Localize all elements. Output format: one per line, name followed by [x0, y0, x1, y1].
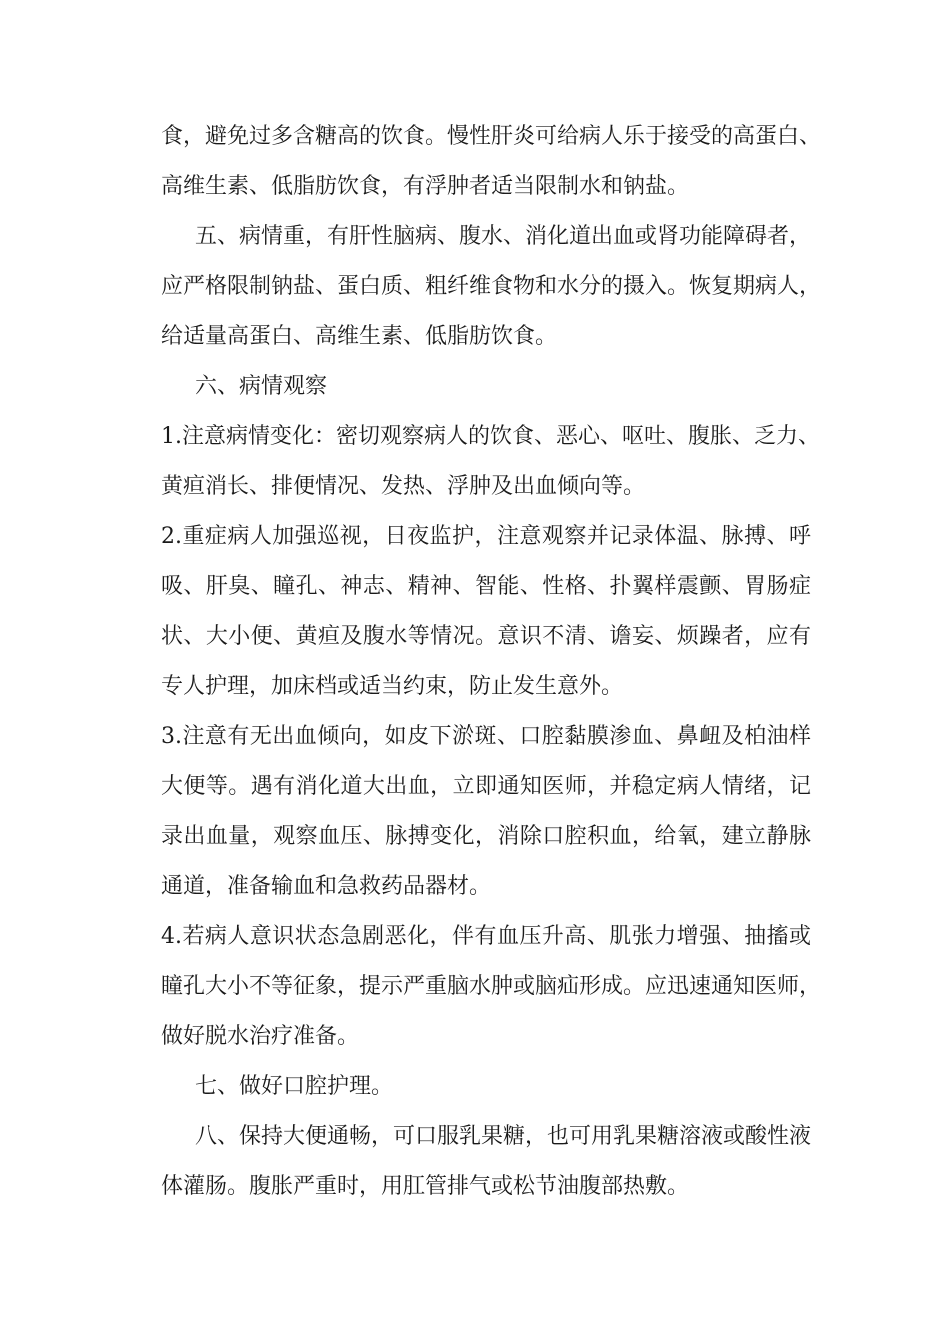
p5-line-2: 吸、肝臭、瞳孔、神志、精神、智能、性格、扑翼样震颤、胃肠症 [161, 574, 811, 599]
p6-line-1: 3.注意有无出血倾向，如皮下淤斑、口腔黏膜渗血、鼻衄及柏油样 [161, 724, 811, 749]
p7-line-3: 做好脱水治疗准备。 [161, 1024, 360, 1049]
p9-line-1: 八、保持大便通畅，可口服乳果糖，也可用乳果糖溶液或酸性液 [195, 1124, 812, 1149]
p1-line-2: 高维生素、低脂肪饮食，有浮肿者适当限制水和钠盐。 [161, 174, 690, 199]
p2-line-3: 给适量高蛋白、高维生素、低脂肪饮食。 [161, 324, 558, 349]
p7-line-2: 瞳孔大小不等征象，提示严重脑水肿或脑疝形成。应迅速通知医师， [161, 974, 822, 999]
section-heading-observation: 六、病情观察 [195, 374, 328, 399]
section-heading-oral-care: 七、做好口腔护理。 [195, 1074, 394, 1099]
p2-line-1: 五、病情重，有肝性脑病、腹水、消化道出血或肾功能障碍者， [195, 224, 812, 249]
p2-line-2: 应严格限制钠盐、蛋白质、粗纤维食物和水分的摄入。恢复期病人， [161, 274, 822, 299]
p5-line-4: 专人护理，加床档或适当约束，防止发生意外。 [161, 674, 624, 699]
p7-line-1: 4.若病人意识状态急剧恶化，伴有血压升高、肌张力增强、抽搐或 [161, 924, 811, 949]
p6-line-4: 通道，准备输血和急救药品器材。 [161, 874, 492, 899]
p6-line-2: 大便等。遇有消化道大出血，立即通知医师，并稳定病人情绪，记 [161, 774, 811, 799]
p9-line-2: 体灌肠。腹胀严重时，用肛管排气或松节油腹部热敷。 [161, 1174, 690, 1199]
p1-line-1: 食，避免过多含糖高的饮食。慢性肝炎可给病人乐于接受的高蛋白、 [161, 124, 822, 149]
p5-line-3: 状、大小便、黄疸及腹水等情况。意识不清、谵妄、烦躁者，应有 [161, 624, 811, 649]
p4-line-2: 黄疸消长、排便情况、发热、浮肿及出血倾向等。 [161, 474, 646, 499]
p4-line-1: 1.注意病情变化：密切观察病人的饮食、恶心、呕吐、腹胀、乏力、 [161, 424, 820, 449]
p5-line-1: 2.重症病人加强巡视，日夜监护，注意观察并记录体温、脉搏、呼 [161, 524, 811, 549]
p6-line-3: 录出血量，观察血压、脉搏变化，消除口腔积血，给氧，建立静脉 [161, 824, 811, 849]
